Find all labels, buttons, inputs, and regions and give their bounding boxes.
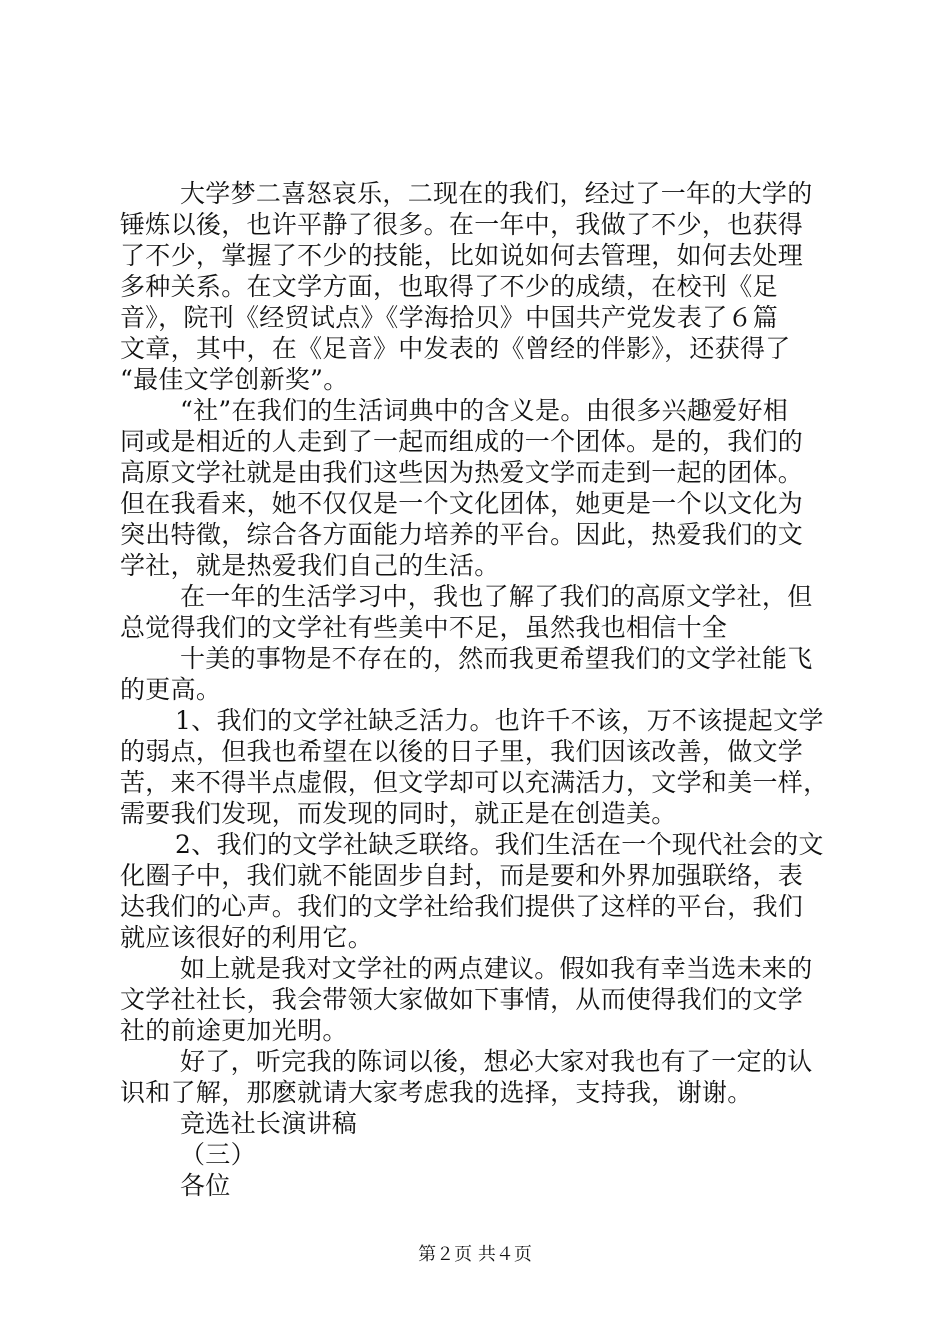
section-number: （三） bbox=[180, 1140, 256, 1169]
document-body bbox=[120, 178, 840, 1201]
text-line: 各位 bbox=[180, 1171, 231, 1200]
text-line: 在一年的生活学习中，我也了解了我们的高原文学社，但 bbox=[180, 582, 813, 611]
text-line: 如上就是我对文学社的两点建议。假如我有幸当选未来的 bbox=[180, 954, 813, 983]
section-title: 竞选社长演讲稿 bbox=[180, 1109, 358, 1138]
page-number-label: 第２页 共４页 bbox=[418, 1244, 532, 1265]
text-line: 了不少，掌握了不少的技能，比如说如何去管理，如何去处理 bbox=[120, 241, 804, 270]
text-line: 1、我们的文学社缺乏活力。也许千不该，万不该提起文学 bbox=[175, 706, 824, 735]
text-line: 学社，就是热爱我们自己的生活。 bbox=[120, 551, 500, 580]
text-line: 总觉得我们的文学社有些美中不足，虽然我也相信十全 bbox=[120, 613, 728, 642]
text-line: 社的前途更加光明。 bbox=[120, 1016, 348, 1045]
text-line: 十美的事物是不存在的，然而我更希望我们的文学社能飞 bbox=[180, 644, 813, 673]
text-line: 同或是相近的人走到了一起而组成的一个团体。是的，我们的 bbox=[120, 427, 804, 456]
text-line: 文章，其中，在《足音》中发表的《曾经的伴影》，还获得了 bbox=[120, 334, 791, 363]
text-line: 文学社社长，我会带领大家做如下事情，从而使得我们的文学 bbox=[120, 985, 804, 1014]
text-line: 多种关系。在文学方面，也取得了不少的成绩，在校刊《足 bbox=[120, 272, 778, 301]
text-line: 大学梦二喜怒哀乐，二现在的我们，经过了一年的大学的 bbox=[180, 179, 813, 208]
text-line: 化圈子中，我们就不能固步自封，而是要和外界加强联络，表 bbox=[120, 861, 804, 890]
text-line: 就应该很好的利用它。 bbox=[120, 923, 374, 952]
page-footer bbox=[0, 1243, 950, 1267]
text-line: “社”在我们的生活词典中的含义是。由很多兴趣爱好相 bbox=[180, 396, 789, 425]
text-line: 苦，来不得半点虚假，但文学却可以充满活力，文学和美一样， bbox=[120, 768, 829, 797]
text-line: 音》，院刊《经贸试点》《学海拾贝》中国共产党发表了６篇 bbox=[120, 303, 779, 332]
text-line: 的更高。 bbox=[120, 675, 222, 704]
text-line: 但在我看来，她不仅仅是一个文化团体，她更是一个以文化为 bbox=[120, 489, 804, 518]
text-line: “最佳文学创新奖”。 bbox=[120, 365, 349, 394]
text-line: 突出特徵，综合各方面能力培养的平台。因此，热爱我们的文 bbox=[120, 520, 804, 549]
text-line: 达我们的心声。我们的文学社给我们提供了这样的平台，我们 bbox=[120, 892, 804, 921]
text-line: 需要我们发现，而发现的同时，就正是在创造美。 bbox=[120, 799, 677, 828]
text-line: 2、我们的文学社缺乏联络。我们生活在一个现代社会的文 bbox=[175, 830, 824, 859]
text-line: 好了，听完我的陈词以後，想必大家对我也有了一定的认 bbox=[180, 1047, 813, 1076]
text-line: 识和了解，那麽就请大家考虑我的选择，支持我，谢谢。 bbox=[120, 1078, 753, 1107]
text-line: 高原文学社就是由我们这些因为热爱文学而走到一起的团体。 bbox=[120, 458, 804, 487]
text-line: 的弱点，但我也希望在以後的日子里，我们因该改善，做文学 bbox=[120, 737, 804, 766]
text-line: 锤炼以後，也许平静了很多。在一年中，我做了不少，也获得 bbox=[120, 210, 804, 239]
